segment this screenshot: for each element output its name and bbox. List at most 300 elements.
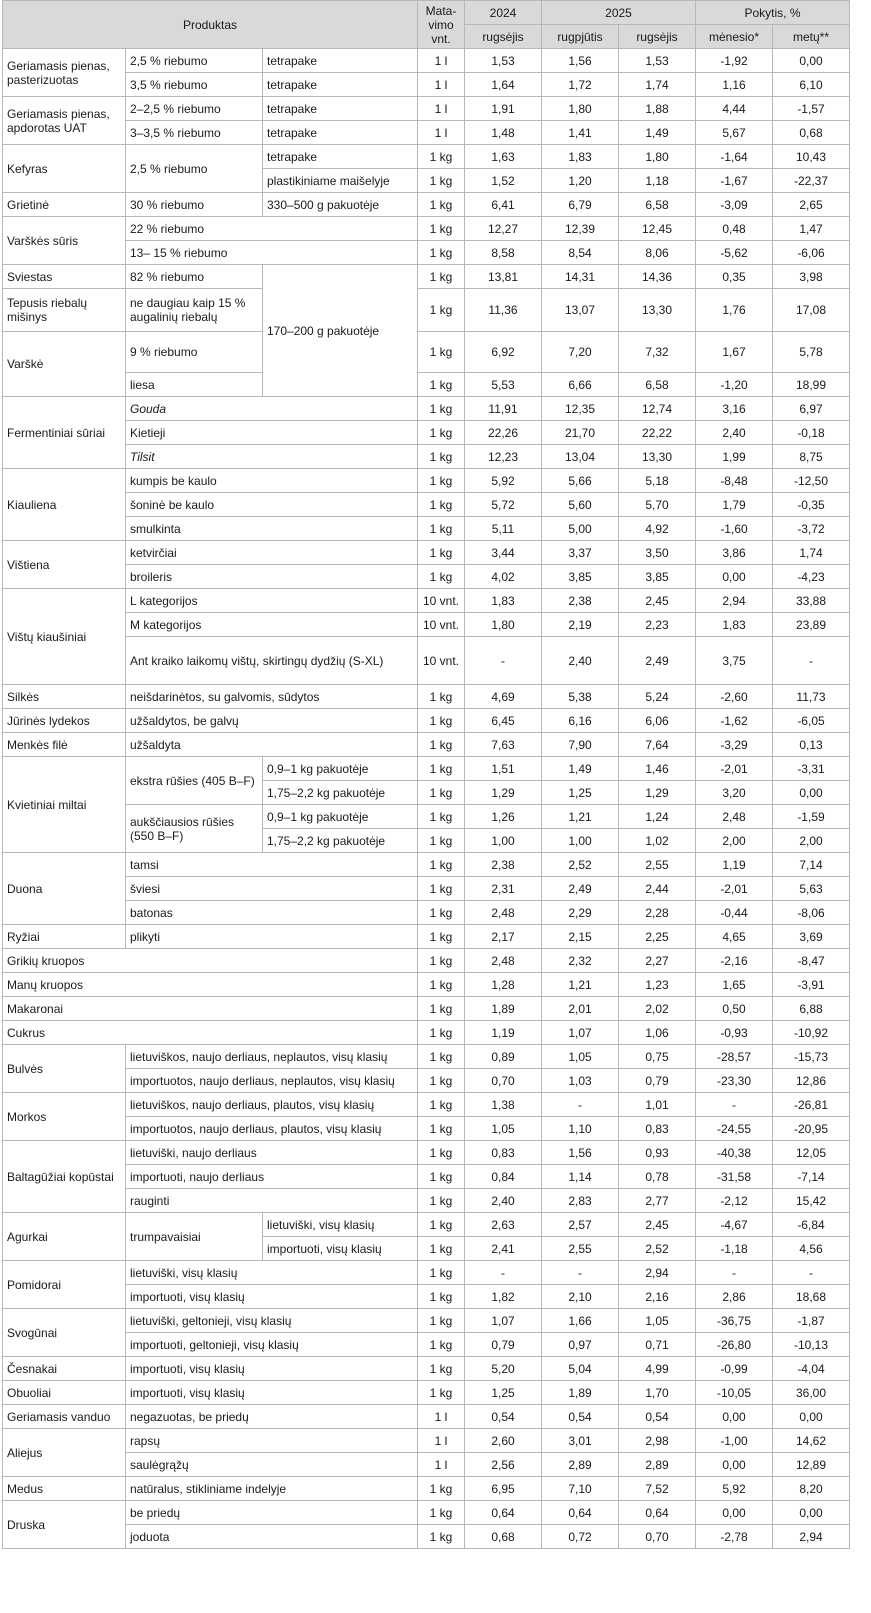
unit-cell: 1 kg: [418, 709, 465, 733]
price-sep-2025: 0,93: [619, 1141, 696, 1165]
price-aug-2025: 6,16: [542, 709, 619, 733]
change-month: -26,80: [696, 1333, 773, 1357]
product-name: Morkos: [3, 1093, 126, 1141]
table-body: [3, 49, 850, 1549]
change-month: -0,93: [696, 1021, 773, 1045]
price-sep-2025: 3,85: [619, 565, 696, 589]
price-sep-2024: 6,45: [465, 709, 542, 733]
product-name: Menkės filė: [3, 733, 126, 757]
unit-cell: 1 l: [418, 49, 465, 73]
unit-cell: 1 kg: [418, 901, 465, 925]
change-year: 4,56: [773, 1237, 850, 1261]
price-aug-2025: 1,25: [542, 781, 619, 805]
price-sep-2024: 1,38: [465, 1093, 542, 1117]
price-sep-2024: 1,26: [465, 805, 542, 829]
table-row: [3, 493, 850, 517]
change-year: 5,78: [773, 332, 850, 373]
header-aug-2025: rugpjūtis: [542, 25, 619, 49]
change-year: 2,00: [773, 829, 850, 853]
unit-cell: 10 vnt.: [418, 589, 465, 613]
table-row: [3, 1189, 850, 1213]
product-spec: smulkinta: [126, 517, 418, 541]
price-sep-2024: 0,84: [465, 1165, 542, 1189]
change-year: -1,59: [773, 805, 850, 829]
price-sep-2024: 12,27: [465, 217, 542, 241]
product-name: Geriamasis pienas, apdorotas UAT: [3, 97, 126, 145]
price-aug-2025: 1,56: [542, 49, 619, 73]
change-month: 3,75: [696, 637, 773, 685]
change-month: -31,58: [696, 1165, 773, 1189]
change-month: 4,44: [696, 97, 773, 121]
change-year: -10,92: [773, 1021, 850, 1045]
price-aug-2025: 1,83: [542, 145, 619, 169]
change-month: -1,60: [696, 517, 773, 541]
change-month: 0,50: [696, 997, 773, 1021]
price-sep-2024: 0,83: [465, 1141, 542, 1165]
table-row: [3, 541, 850, 565]
product-spec: importuotos, naujo derliaus, neplautos, visų klasių: [126, 1069, 418, 1093]
product-name: Bulvės: [3, 1045, 126, 1093]
product-name: Svogūnai: [3, 1309, 126, 1357]
product-spec: natūralus, stikliniame indelyje: [126, 1477, 418, 1501]
price-aug-2025: 12,35: [542, 397, 619, 421]
unit-cell: 1 kg: [418, 1333, 465, 1357]
unit-cell: 1 kg: [418, 1165, 465, 1189]
price-aug-2025: 12,39: [542, 217, 619, 241]
unit-cell: 1 kg: [418, 193, 465, 217]
price-sep-2025: 5,70: [619, 493, 696, 517]
product-name: Aliejus: [3, 1429, 126, 1477]
table-row: [3, 49, 850, 73]
product-name: Duona: [3, 853, 126, 925]
price-sep-2024: 2,31: [465, 877, 542, 901]
change-year: 5,63: [773, 877, 850, 901]
price-aug-2025: 1,72: [542, 73, 619, 97]
price-sep-2024: 22,26: [465, 421, 542, 445]
change-year: 23,89: [773, 613, 850, 637]
price-aug-2025: 2,57: [542, 1213, 619, 1237]
change-month: -28,57: [696, 1045, 773, 1069]
product-name: Fermentiniai sūriai: [3, 397, 126, 469]
price-sep-2025: 2,27: [619, 949, 696, 973]
change-year: 0,00: [773, 1405, 850, 1429]
product-name: Geriamasis pienas, pasterizuotas: [3, 49, 126, 97]
change-year: -22,37: [773, 169, 850, 193]
price-aug-2025: 8,54: [542, 241, 619, 265]
table-row: [3, 1165, 850, 1189]
product-package: tetrapake: [263, 145, 418, 169]
price-sep-2024: 2,56: [465, 1453, 542, 1477]
price-aug-2025: 5,04: [542, 1357, 619, 1381]
price-sep-2025: 7,64: [619, 733, 696, 757]
change-month: 1,79: [696, 493, 773, 517]
unit-cell: 1 kg: [418, 877, 465, 901]
price-aug-2025: 2,83: [542, 1189, 619, 1213]
product-name: Obuoliai: [3, 1381, 126, 1405]
change-year: 0,00: [773, 781, 850, 805]
table-row: [3, 1525, 850, 1549]
product-name: Kiauliena: [3, 469, 126, 541]
change-year: -4,04: [773, 1357, 850, 1381]
change-month: -2,78: [696, 1525, 773, 1549]
table-row: [3, 613, 850, 637]
price-sep-2025: 13,30: [619, 445, 696, 469]
price-sep-2024: 1,83: [465, 589, 542, 613]
price-sep-2025: 1,01: [619, 1093, 696, 1117]
price-sep-2024: 1,05: [465, 1117, 542, 1141]
change-year: -3,31: [773, 757, 850, 781]
unit-cell: 1 kg: [418, 1357, 465, 1381]
product-spec: be priedų: [126, 1501, 418, 1525]
change-month: 1,16: [696, 73, 773, 97]
product-spec: saulėgrąžų: [126, 1453, 418, 1477]
price-aug-2025: 1,41: [542, 121, 619, 145]
change-month: -1,62: [696, 709, 773, 733]
price-sep-2025: 2,89: [619, 1453, 696, 1477]
unit-cell: 1 kg: [418, 493, 465, 517]
unit-cell: 1 kg: [418, 1213, 465, 1237]
table-row: [3, 97, 850, 121]
change-year: 14,62: [773, 1429, 850, 1453]
product-package: lietuviški, visų klasių: [263, 1213, 418, 1237]
product-spec: Kietieji: [126, 421, 418, 445]
change-year: -3,72: [773, 517, 850, 541]
product-spec: joduota: [126, 1525, 418, 1549]
price-sep-2025: 6,06: [619, 709, 696, 733]
change-month: 3,16: [696, 397, 773, 421]
change-year: 3,98: [773, 265, 850, 289]
product-spec: Gouda: [126, 397, 418, 421]
table-row: [3, 709, 850, 733]
price-aug-2025: 2,49: [542, 877, 619, 901]
change-year: 0,00: [773, 49, 850, 73]
unit-cell: 1 kg: [418, 949, 465, 973]
product-name: Česnakai: [3, 1357, 126, 1381]
price-sep-2025: 1,23: [619, 973, 696, 997]
change-month: 0,35: [696, 265, 773, 289]
price-sep-2024: -: [465, 1261, 542, 1285]
table-row: [3, 1381, 850, 1405]
unit-cell: 1 l: [418, 1429, 465, 1453]
product-name: Kvietiniai miltai: [3, 757, 126, 853]
price-aug-2025: 2,55: [542, 1237, 619, 1261]
product-spec: lietuviškos, naujo derliaus, plautos, visų klasių: [126, 1093, 418, 1117]
price-sep-2024: 0,64: [465, 1501, 542, 1525]
price-sep-2025: 2,02: [619, 997, 696, 1021]
price-aug-2025: 1,03: [542, 1069, 619, 1093]
price-sep-2025: 4,92: [619, 517, 696, 541]
product-spec: L kategorijos: [126, 589, 418, 613]
change-year: 18,68: [773, 1285, 850, 1309]
change-month: -1,64: [696, 145, 773, 169]
price-sep-2024: -: [465, 637, 542, 685]
table-row: [3, 589, 850, 613]
price-sep-2024: 2,60: [465, 1429, 542, 1453]
price-sep-2024: 2,17: [465, 925, 542, 949]
change-year: -6,06: [773, 241, 850, 265]
change-month: 0,48: [696, 217, 773, 241]
price-sep-2024: 1,80: [465, 613, 542, 637]
table-row: [3, 757, 850, 781]
table-row: [3, 145, 850, 169]
product-spec: 2–2,5 % riebumo: [126, 97, 263, 121]
product-package: 330–500 g pakuotėje: [263, 193, 418, 217]
table-row: [3, 1453, 850, 1477]
price-sep-2024: 1,63: [465, 145, 542, 169]
product-package: importuoti, visų klasių: [263, 1237, 418, 1261]
price-sep-2024: 11,91: [465, 397, 542, 421]
unit-cell: 1 l: [418, 1405, 465, 1429]
table-row: [3, 1021, 850, 1045]
product-spec: importuotos, naujo derliaus, plautos, visų klasių: [126, 1117, 418, 1141]
price-sep-2025: 0,75: [619, 1045, 696, 1069]
product-spec: liesa: [126, 373, 263, 397]
change-month: -: [696, 1093, 773, 1117]
change-year: -: [773, 1261, 850, 1285]
unit-cell: 1 kg: [418, 1501, 465, 1525]
table-row: [3, 733, 850, 757]
price-sep-2024: 1,89: [465, 997, 542, 1021]
change-year: -10,13: [773, 1333, 850, 1357]
product-package: 1,75–2,2 kg pakuotėje: [263, 829, 418, 853]
product-package: tetrapake: [263, 73, 418, 97]
price-sep-2024: 11,36: [465, 289, 542, 332]
change-month: 4,65: [696, 925, 773, 949]
unit-cell: 1 kg: [418, 1045, 465, 1069]
product-spec: importuoti, visų klasių: [126, 1381, 418, 1405]
price-sep-2024: 1,82: [465, 1285, 542, 1309]
change-year: 2,94: [773, 1525, 850, 1549]
product-spec: tamsi: [126, 853, 418, 877]
price-sep-2024: 1,48: [465, 121, 542, 145]
change-year: 11,73: [773, 685, 850, 709]
price-sep-2025: 0,54: [619, 1405, 696, 1429]
product-spec: plikyti: [126, 925, 418, 949]
change-month: -1,92: [696, 49, 773, 73]
change-month: 2,86: [696, 1285, 773, 1309]
unit-cell: 1 kg: [418, 517, 465, 541]
change-month: -8,48: [696, 469, 773, 493]
price-sep-2024: 2,41: [465, 1237, 542, 1261]
price-aug-2025: 13,04: [542, 445, 619, 469]
price-sep-2025: 14,36: [619, 265, 696, 289]
header-2025: 2025: [542, 1, 696, 25]
change-year: -15,73: [773, 1045, 850, 1069]
change-month: -1,67: [696, 169, 773, 193]
product-name: Cukrus: [3, 1021, 418, 1045]
header-2024: 2024: [465, 1, 542, 25]
table-row: [3, 1501, 850, 1525]
price-sep-2025: 6,58: [619, 373, 696, 397]
change-year: 1,47: [773, 217, 850, 241]
product-name: Sviestas: [3, 265, 126, 289]
price-sep-2025: 1,05: [619, 1309, 696, 1333]
table-row: [3, 925, 850, 949]
unit-cell: 1 kg: [418, 469, 465, 493]
price-aug-2025: 3,85: [542, 565, 619, 589]
table-row: [3, 805, 850, 829]
price-sep-2025: 0,79: [619, 1069, 696, 1093]
unit-cell: 1 l: [418, 1453, 465, 1477]
change-year: 8,75: [773, 445, 850, 469]
product-spec: lietuviški, geltonieji, visų klasių: [126, 1309, 418, 1333]
unit-cell: 1 kg: [418, 1093, 465, 1117]
price-aug-2025: 1,20: [542, 169, 619, 193]
change-month: 1,83: [696, 613, 773, 637]
price-sep-2024: 6,41: [465, 193, 542, 217]
price-aug-2025: 7,10: [542, 1477, 619, 1501]
price-aug-2025: 14,31: [542, 265, 619, 289]
price-sep-2024: 5,11: [465, 517, 542, 541]
header-change: Pokytis, %: [696, 1, 850, 25]
unit-cell: 1 kg: [418, 169, 465, 193]
change-year: -8,06: [773, 901, 850, 925]
table-row: [3, 1117, 850, 1141]
product-name: Silkės: [3, 685, 126, 709]
product-spec: šviesi: [126, 877, 418, 901]
change-year: 12,86: [773, 1069, 850, 1093]
product-name: Ryžiai: [3, 925, 126, 949]
product-name: Varškės sūris: [3, 217, 126, 265]
price-sep-2025: 2,45: [619, 1213, 696, 1237]
header-sep-2025: rugsėjis: [619, 25, 696, 49]
product-name: Agurkai: [3, 1213, 126, 1261]
change-year: 17,08: [773, 289, 850, 332]
table-row: [3, 373, 850, 397]
product-name: Grietinė: [3, 193, 126, 217]
unit-cell: 1 kg: [418, 853, 465, 877]
table-row: [3, 1045, 850, 1069]
change-year: -20,95: [773, 1117, 850, 1141]
table-row: [3, 1213, 850, 1237]
price-sep-2024: 5,72: [465, 493, 542, 517]
price-aug-2025: 2,19: [542, 613, 619, 637]
product-spec: 2,5 % riebumo: [126, 145, 263, 193]
product-spec: trumpavaisiai: [126, 1213, 263, 1261]
table-row: [3, 901, 850, 925]
change-month: -1,00: [696, 1429, 773, 1453]
change-month: -5,62: [696, 241, 773, 265]
price-aug-2025: 2,32: [542, 949, 619, 973]
product-spec: negazuotas, be priedų: [126, 1405, 418, 1429]
change-month: -2,01: [696, 877, 773, 901]
product-spec: aukščiausios rūšies (550 B–F): [126, 805, 263, 853]
price-aug-2025: 3,01: [542, 1429, 619, 1453]
change-year: 6,88: [773, 997, 850, 1021]
change-year: 0,00: [773, 1501, 850, 1525]
unit-cell: 1 kg: [418, 1117, 465, 1141]
change-year: -4,23: [773, 565, 850, 589]
price-sep-2025: 12,45: [619, 217, 696, 241]
price-aug-2025: 2,01: [542, 997, 619, 1021]
product-spec: importuoti, geltonieji, visų klasių: [126, 1333, 418, 1357]
unit-cell: 1 kg: [418, 997, 465, 1021]
price-sep-2025: 1,29: [619, 781, 696, 805]
product-name: Kefyras: [3, 145, 126, 193]
table-row: [3, 565, 850, 589]
change-year: -8,47: [773, 949, 850, 973]
product-package: 1,75–2,2 kg pakuotėje: [263, 781, 418, 805]
price-sep-2024: 1,28: [465, 973, 542, 997]
price-sep-2024: 2,40: [465, 1189, 542, 1213]
change-month: -1,20: [696, 373, 773, 397]
product-name: Vištiena: [3, 541, 126, 589]
unit-cell: 1 kg: [418, 445, 465, 469]
unit-cell: 1 kg: [418, 1021, 465, 1045]
price-sep-2025: 0,64: [619, 1501, 696, 1525]
change-year: -0,35: [773, 493, 850, 517]
price-sep-2024: 1,00: [465, 829, 542, 853]
header-sep-2024: rugsėjis: [465, 25, 542, 49]
unit-cell: 1 kg: [418, 541, 465, 565]
product-spec: importuoti, naujo derliaus: [126, 1165, 418, 1189]
change-month: -3,09: [696, 193, 773, 217]
change-year: 0,68: [773, 121, 850, 145]
price-sep-2025: 6,58: [619, 193, 696, 217]
change-month: -0,44: [696, 901, 773, 925]
price-aug-2025: 1,21: [542, 805, 619, 829]
table-row: [3, 1309, 850, 1333]
change-year: 1,74: [773, 541, 850, 565]
change-year: 2,65: [773, 193, 850, 217]
product-spec: užšaldyta: [126, 733, 418, 757]
change-month: -2,16: [696, 949, 773, 973]
price-sep-2025: 1,24: [619, 805, 696, 829]
price-sep-2024: 1,52: [465, 169, 542, 193]
change-month: -: [696, 1261, 773, 1285]
price-sep-2024: 4,02: [465, 565, 542, 589]
price-aug-2025: 1,00: [542, 829, 619, 853]
change-year: -7,14: [773, 1165, 850, 1189]
unit-cell: 1 kg: [418, 421, 465, 445]
price-aug-2025: -: [542, 1261, 619, 1285]
change-month: 0,00: [696, 1501, 773, 1525]
unit-cell: 1 kg: [418, 925, 465, 949]
change-month: 0,00: [696, 565, 773, 589]
change-month: -40,38: [696, 1141, 773, 1165]
unit-cell: 1 kg: [418, 1285, 465, 1309]
price-sep-2024: 0,68: [465, 1525, 542, 1549]
change-month: -2,01: [696, 757, 773, 781]
unit-cell: 1 kg: [418, 1141, 465, 1165]
change-month: -23,30: [696, 1069, 773, 1093]
table-row: [3, 265, 850, 289]
change-month: -10,05: [696, 1381, 773, 1405]
price-sep-2024: 1,29: [465, 781, 542, 805]
unit-cell: 1 kg: [418, 397, 465, 421]
price-aug-2025: 1,66: [542, 1309, 619, 1333]
price-table: [2, 0, 850, 1549]
price-sep-2025: 2,44: [619, 877, 696, 901]
table-row: [3, 1429, 850, 1453]
change-month: 2,94: [696, 589, 773, 613]
change-year: -12,50: [773, 469, 850, 493]
price-aug-2025: 1,49: [542, 757, 619, 781]
price-aug-2025: 21,70: [542, 421, 619, 445]
price-sep-2025: 8,06: [619, 241, 696, 265]
price-sep-2025: 1,46: [619, 757, 696, 781]
table-row: [3, 1405, 850, 1429]
change-year: 3,69: [773, 925, 850, 949]
price-sep-2025: 1,74: [619, 73, 696, 97]
change-month: -3,29: [696, 733, 773, 757]
price-sep-2024: 1,64: [465, 73, 542, 97]
table-row: [3, 421, 850, 445]
product-name: Medus: [3, 1477, 126, 1501]
price-sep-2025: 13,30: [619, 289, 696, 332]
price-sep-2025: 22,22: [619, 421, 696, 445]
price-aug-2025: -: [542, 1093, 619, 1117]
